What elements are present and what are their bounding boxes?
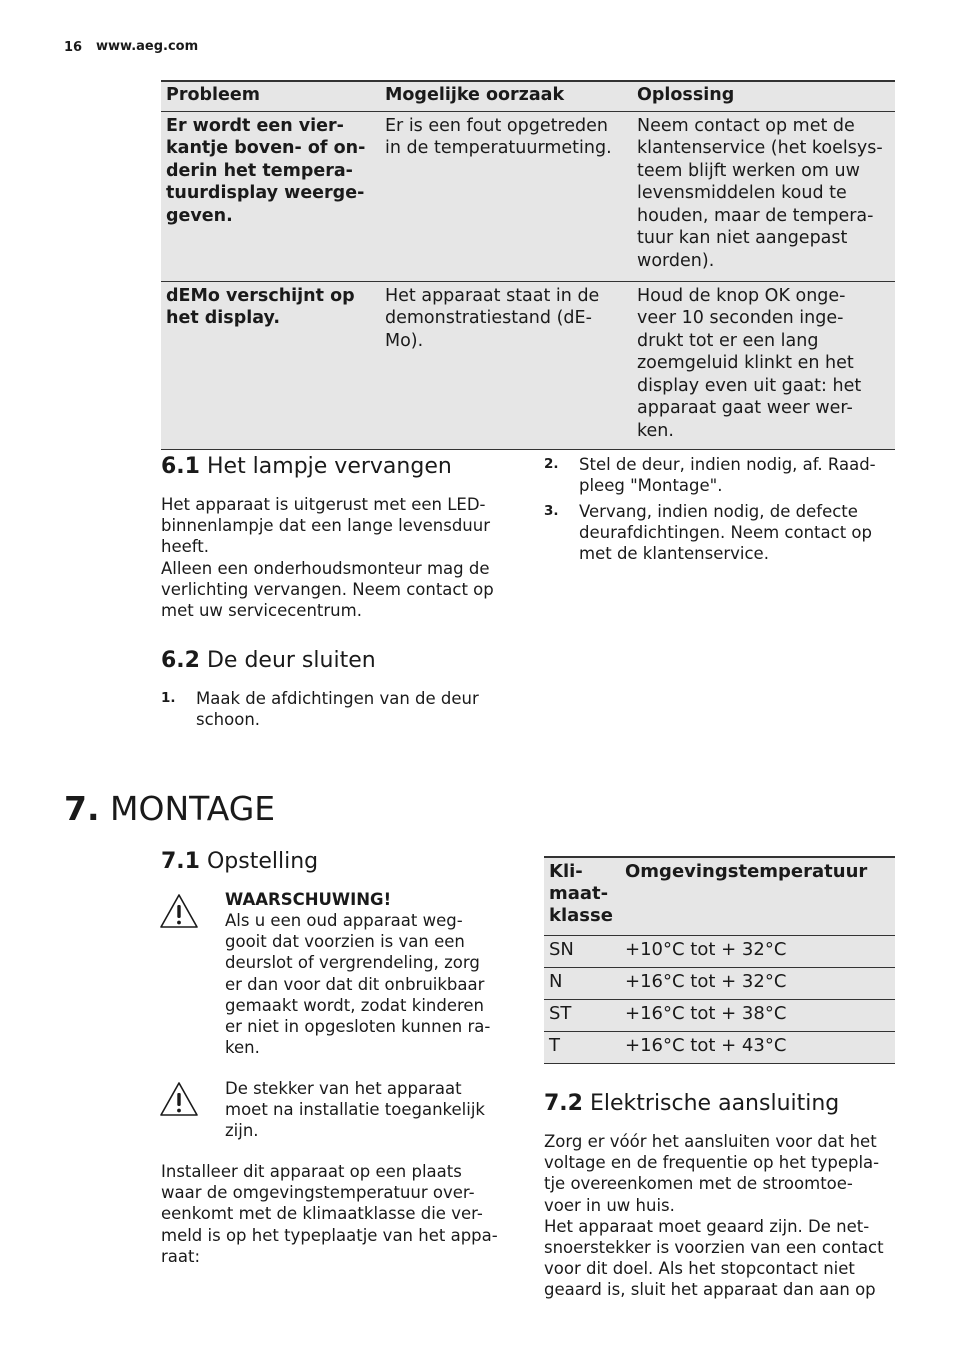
section-number: 6.1 [161, 454, 200, 479]
step-number: 3. [544, 503, 559, 519]
step-text: Stel de deur, indien nodig, af. Raad- pleeg "Montage". [579, 455, 876, 496]
header-problem: Probleem [161, 81, 380, 111]
cause-cell: Er is een fout opgetreden in de temperatuurmeting. [380, 111, 632, 281]
section-6-1-heading [161, 453, 452, 481]
section-number: 6.2 [161, 648, 200, 673]
cause-cell: Het apparaat staat in de demonstratiestand (dE- Mo). [380, 281, 632, 449]
temperature-range-cell: +10°C tot + 32°C [620, 936, 895, 968]
problem-cell: Er wordt een vier- kantje boven- of on- derin het tempera- tuurdisplay weerge- geven. [161, 111, 380, 281]
section-7-1-heading [161, 848, 318, 876]
site-url: www.aeg.com [96, 39, 199, 54]
page-number: 16 [64, 40, 83, 55]
section-title: Het lampje vervangen [206, 454, 452, 479]
climate-class-cell: N [544, 968, 620, 1000]
section-title: De deur sluiten [206, 648, 376, 673]
section-7-1-body: Installeer dit apparaat op een plaats waar de omgevingstemperatuur over- eenkomt met de klimaatklasse die ver- meld is op het typeplaatje van het appa- raat: [161, 1162, 498, 1266]
problem-cell: dEMo verschijnt op het display. [161, 281, 380, 449]
warning-triangle-icon [159, 1081, 199, 1117]
climate-class-cell: T [544, 1032, 620, 1064]
section-6-2-heading [161, 647, 376, 675]
chapter-number: 7. [64, 789, 100, 828]
step-text: Vervang, indien nodig, de defecte deurafdichtingen. Neem contact op met de klantenservice. [579, 502, 872, 564]
caution-text: De stekker van het apparaat moet na installatie toegankelijk zijn. [225, 1079, 485, 1141]
section-6-1-body: Het apparaat is uitgerust met een LED- binnenlampje dat een lange levensduur heeft. Alleen een onderhoudsmonteur mag de verlichting vervangen. Neem contact op met uw servicecentrum. [161, 495, 494, 621]
table-row [161, 281, 895, 449]
step-text: Maak de afdichtingen van de deur schoon. [196, 689, 479, 730]
table-row [544, 1000, 895, 1032]
solution-cell: Neem contact op met de klantenservice (het koelsys- teem blijft werken om uw levensmiddelen koud te houden, maar de tempera- tuur kan niet aangepast worden). [632, 111, 895, 281]
climate-class-cell: SN [544, 936, 620, 968]
warning-triangle-icon [159, 893, 199, 929]
problems-table [161, 80, 895, 450]
warning-text: Als u een oud apparaat weg- gooit dat voorzien is van een deurslot of vergrendeling, zorg er dan voor dat dit onbruikbaar gemaakt wordt, zodat kinderen er niet in opgesloten kunnen ra- ken. [225, 911, 491, 1058]
header-ambient-temperature: Omgevingstemperatuur [620, 857, 895, 936]
header-cause: Mogelijke oorzaak [380, 81, 632, 111]
temperature-range-cell: +16°C tot + 38°C [620, 1000, 895, 1032]
climate-class-table [544, 856, 895, 1064]
temperature-range-cell: +16°C tot + 43°C [620, 1032, 895, 1064]
solution-cell: Houd de knop OK onge- veer 10 seconden inge- drukt tot er een lang zoemgeluid klinkt en het display even uit gaat: het apparaat gaat weer wer- ken. [632, 281, 895, 449]
header-solution: Oplossing [632, 81, 895, 111]
step-number: 2. [544, 456, 559, 472]
step-number: 1. [161, 690, 176, 706]
header-climate-class: Kli- maat- klasse [544, 857, 620, 936]
section-number: 7.2 [544, 1091, 583, 1116]
table-header-row [161, 81, 895, 111]
table-row [161, 111, 895, 281]
section-7-2-heading [544, 1090, 839, 1118]
list-item [544, 501, 904, 567]
list-item [161, 688, 521, 732]
warning-label: WAARSCHUWING! [225, 890, 392, 909]
section-title: Elektrische aansluiting [589, 1091, 840, 1116]
section-7-2-body: Zorg er vóór het aansluiten voor dat het voltage en de frequentie op het typepla- tje overeenkomen met de stroomtoe- voer in uw huis. Het apparaat moet geaard zijn. De net- snoerstekker is voorzien van een contact voor dit doel. Als het stopcontact niet geaard is, sluit het apparaat dan aan op [544, 1132, 884, 1300]
table-row [544, 936, 895, 968]
temperature-range-cell: +16°C tot + 32°C [620, 968, 895, 1000]
chapter-title: MONTAGE [110, 789, 276, 828]
chapter-heading [64, 789, 275, 829]
table-row [544, 1032, 895, 1064]
list-item [544, 454, 904, 498]
section-title: Opstelling [206, 849, 319, 874]
climate-class-cell: ST [544, 1000, 620, 1032]
table-header-row [544, 857, 895, 936]
section-number: 7.1 [161, 849, 200, 874]
table-row [544, 968, 895, 1000]
